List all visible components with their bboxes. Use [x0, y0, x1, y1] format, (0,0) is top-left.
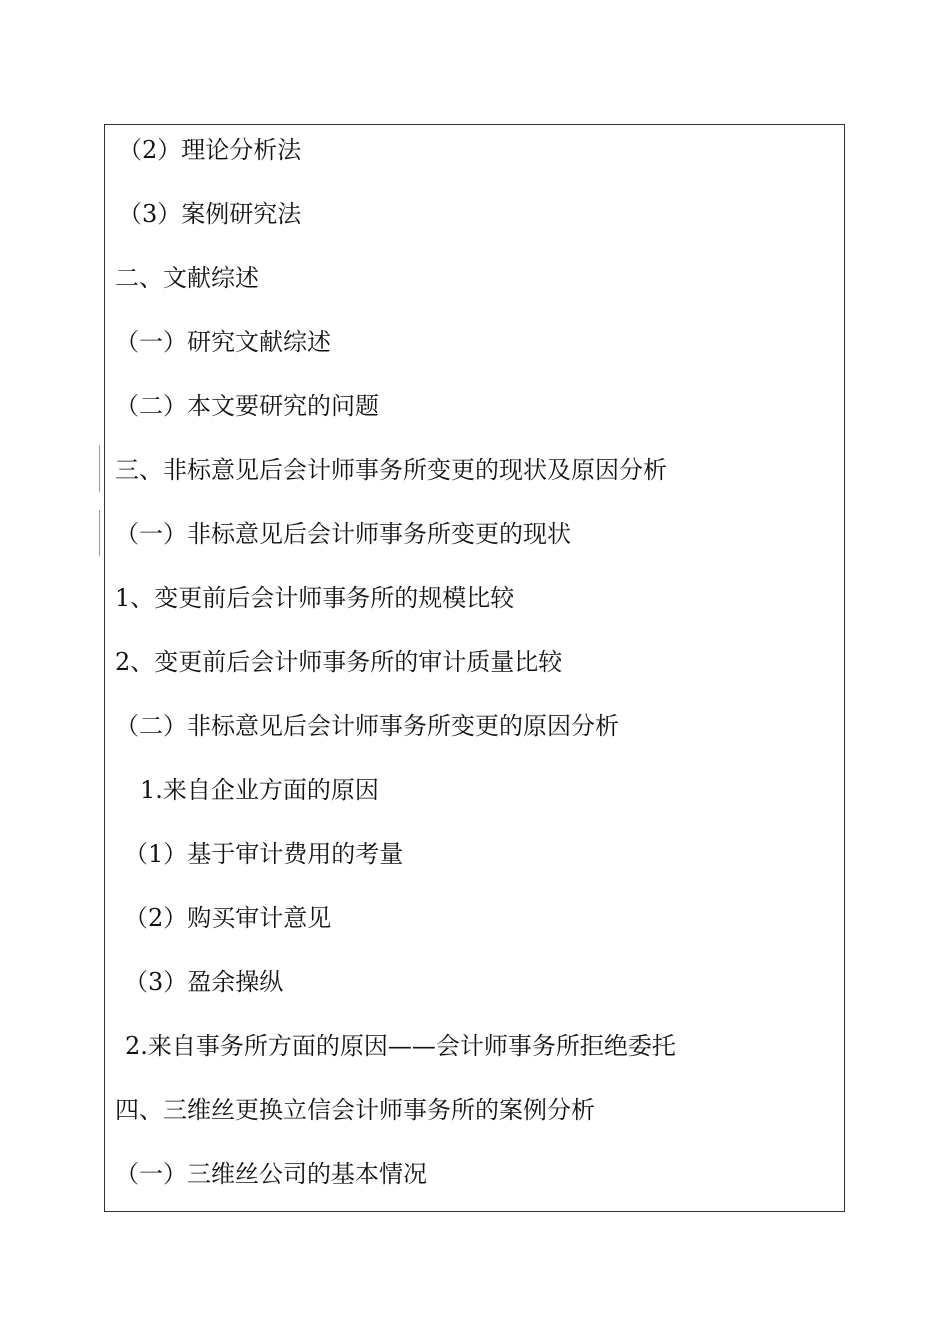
item-earnings-management: （3）盈余操纵 — [124, 968, 284, 996]
left-margin-mark-2 — [99, 510, 100, 556]
item-audit-fee: （1）基于审计费用的考量 — [124, 840, 404, 868]
section-status-and-causes: 三、非标意见后会计师事务所变更的现状及原因分析 — [115, 456, 667, 484]
subsection-company-basics: （一）三维丝公司的基本情况 — [115, 1160, 427, 1188]
subsection-status: （一）非标意见后会计师事务所变更的现状 — [115, 520, 571, 548]
subsection-research-review: （一）研究文献综述 — [115, 328, 331, 356]
item-enterprise-causes: 1.来自企业方面的原因 — [140, 776, 379, 804]
item-audit-quality-comparison: 2、变更前后会计师事务所的审计质量比较 — [115, 648, 563, 676]
method-theory-analysis: （2）理论分析法 — [118, 136, 302, 164]
item-opinion-shopping: （2）购买审计意见 — [124, 904, 332, 932]
method-case-study: （3）案例研究法 — [118, 200, 302, 228]
left-margin-mark-1 — [99, 445, 100, 492]
subsection-cause-analysis: （二）非标意见后会计师事务所变更的原因分析 — [115, 712, 619, 740]
subsection-research-question: （二）本文要研究的问题 — [115, 392, 379, 420]
content-frame — [104, 124, 845, 1212]
item-firm-causes: 2.来自事务所方面的原因——会计师事务所拒绝委托 — [125, 1032, 676, 1060]
section-case-analysis: 四、三维丝更换立信会计师事务所的案例分析 — [115, 1096, 595, 1124]
item-scale-comparison: 1、变更前后会计师事务所的规模比较 — [115, 584, 515, 612]
section-literature-review: 二、文献综述 — [115, 264, 259, 292]
